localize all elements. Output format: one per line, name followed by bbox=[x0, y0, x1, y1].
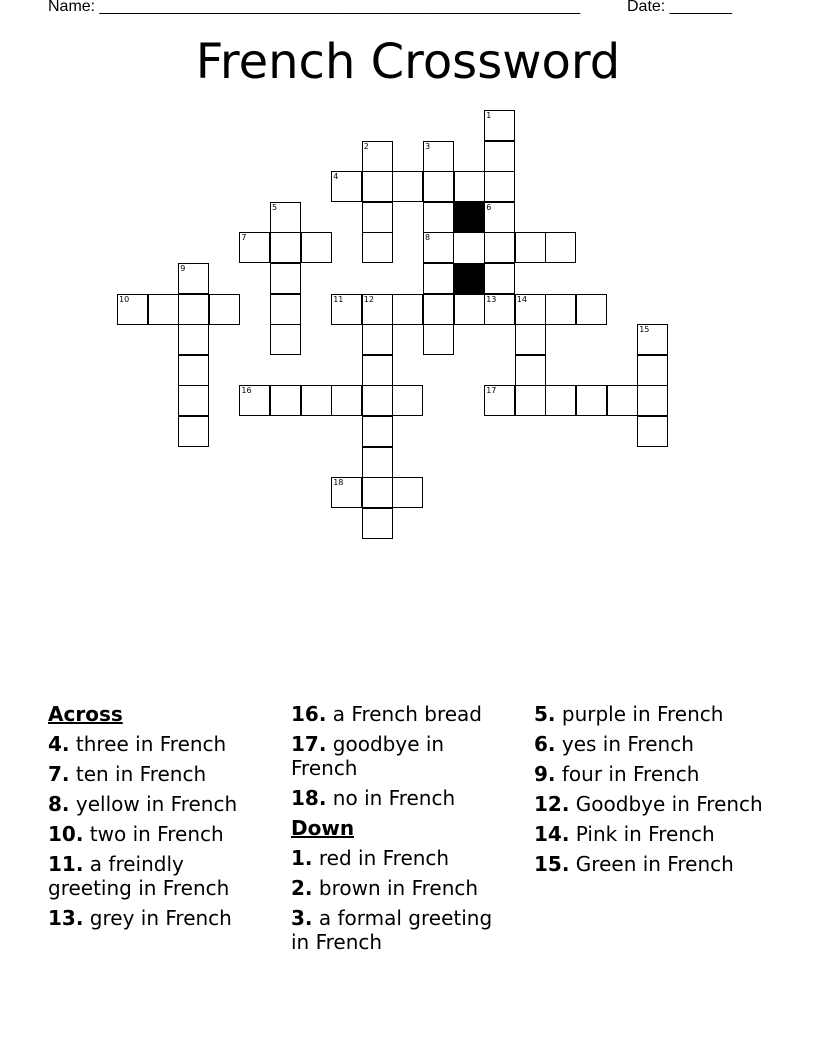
crossword-cell[interactable] bbox=[209, 294, 240, 325]
crossword-cell[interactable] bbox=[362, 447, 393, 478]
clue-across-17: 17. goodbye in French bbox=[291, 732, 445, 780]
crossword-cell[interactable] bbox=[178, 355, 209, 386]
crossword-cell[interactable] bbox=[362, 294, 393, 325]
clue-across-16: 16. a French bread bbox=[291, 702, 482, 726]
crossword-cell[interactable] bbox=[515, 324, 546, 355]
crossword-cell[interactable] bbox=[117, 294, 148, 325]
clue-number: 17 bbox=[486, 386, 497, 396]
clue-column-3 bbox=[534, 702, 769, 882]
crossword-cell[interactable] bbox=[362, 416, 393, 447]
crossword-cell[interactable] bbox=[331, 171, 362, 202]
clue-across-13: 13. grey in French bbox=[48, 906, 232, 930]
crossword-cell[interactable] bbox=[362, 508, 393, 539]
crossword-cell[interactable] bbox=[484, 294, 515, 325]
crossword-cell[interactable] bbox=[423, 263, 454, 294]
clue-across-18: 18. no in French bbox=[291, 786, 456, 810]
crossword-black-cell bbox=[454, 263, 485, 294]
crossword-cell[interactable] bbox=[392, 385, 423, 416]
clue-down-12: 12. Goodbye in French bbox=[534, 792, 763, 816]
crossword-cell[interactable] bbox=[515, 232, 546, 263]
clue-number: 15 bbox=[639, 325, 650, 335]
crossword-cell[interactable] bbox=[637, 385, 668, 416]
date-field-label: Date: _______ bbox=[627, 0, 732, 15]
clue-across-4: 4. three in French bbox=[48, 732, 227, 756]
clue-down-3: 3. a formal greeting in French bbox=[291, 906, 493, 954]
name-field-label: Name: ______________________________________________________ bbox=[48, 0, 581, 15]
down-heading: Down bbox=[291, 816, 355, 840]
crossword-cell[interactable] bbox=[484, 385, 515, 416]
across-heading: Across bbox=[48, 702, 123, 726]
crossword-cell[interactable] bbox=[423, 171, 454, 202]
clue-number: 13 bbox=[486, 294, 497, 304]
crossword-cell[interactable] bbox=[178, 324, 209, 355]
crossword-black-cell bbox=[454, 202, 485, 233]
crossword-cell[interactable] bbox=[362, 477, 393, 508]
clue-down-5: 5. purple in French bbox=[534, 702, 724, 726]
crossword-cell[interactable] bbox=[362, 324, 393, 355]
crossword-cell[interactable] bbox=[239, 232, 270, 263]
crossword-cell[interactable] bbox=[423, 141, 454, 172]
clue-number: 12 bbox=[363, 294, 374, 304]
clue-number: 8 bbox=[425, 233, 431, 243]
clue-number: 5 bbox=[272, 202, 278, 212]
crossword-cell[interactable] bbox=[454, 294, 485, 325]
crossword-cell[interactable] bbox=[545, 385, 576, 416]
clue-across-7: 7. ten in French bbox=[48, 762, 207, 786]
crossword-cell[interactable] bbox=[270, 385, 301, 416]
crossword-cell[interactable] bbox=[484, 110, 515, 141]
clue-across-10: 10. two in French bbox=[48, 822, 224, 846]
clue-down-14: 14. Pink in French bbox=[534, 822, 715, 846]
crossword-cell[interactable] bbox=[270, 294, 301, 325]
crossword-cell[interactable] bbox=[484, 202, 515, 233]
crossword-cell[interactable] bbox=[484, 263, 515, 294]
crossword-cell[interactable] bbox=[392, 171, 423, 202]
crossword-cell[interactable] bbox=[515, 355, 546, 386]
crossword-cell[interactable] bbox=[423, 202, 454, 233]
crossword-cell[interactable] bbox=[545, 232, 576, 263]
crossword-cell[interactable] bbox=[607, 385, 638, 416]
crossword-cell[interactable] bbox=[270, 202, 301, 233]
crossword-cell[interactable] bbox=[362, 355, 393, 386]
crossword-cell[interactable] bbox=[423, 294, 454, 325]
crossword-cell[interactable] bbox=[270, 232, 301, 263]
crossword-cell[interactable] bbox=[637, 416, 668, 447]
clue-number: 7 bbox=[241, 233, 247, 243]
crossword-cell[interactable] bbox=[178, 294, 209, 325]
crossword-cell[interactable] bbox=[423, 232, 454, 263]
crossword-cell[interactable] bbox=[148, 294, 179, 325]
clue-down-15: 15. Green in French bbox=[534, 852, 734, 876]
clue-down-1: 1. red in French bbox=[291, 846, 450, 870]
crossword-cell[interactable] bbox=[392, 294, 423, 325]
clue-number: 4 bbox=[333, 172, 339, 182]
crossword-cell[interactable] bbox=[239, 385, 270, 416]
crossword-cell[interactable] bbox=[362, 171, 393, 202]
crossword-cell[interactable] bbox=[178, 416, 209, 447]
crossword-cell[interactable] bbox=[515, 294, 546, 325]
crossword-cell[interactable] bbox=[270, 324, 301, 355]
clue-column-1 bbox=[48, 702, 273, 936]
crossword-cell[interactable] bbox=[637, 355, 668, 386]
crossword-cell[interactable] bbox=[484, 232, 515, 263]
clue-number: 14 bbox=[516, 294, 527, 304]
crossword-cell[interactable] bbox=[515, 385, 546, 416]
clue-number: 10 bbox=[119, 294, 130, 304]
clue-column-2 bbox=[291, 702, 516, 960]
crossword-cell[interactable] bbox=[362, 232, 393, 263]
clue-number: 9 bbox=[180, 264, 186, 273]
crossword-cell[interactable] bbox=[331, 385, 362, 416]
crossword-cell[interactable] bbox=[301, 385, 332, 416]
crossword-cell[interactable] bbox=[454, 171, 485, 202]
clue-number: 18 bbox=[333, 478, 344, 488]
crossword-cell[interactable] bbox=[545, 294, 576, 325]
crossword-cell[interactable] bbox=[484, 141, 515, 172]
crossword-cell[interactable] bbox=[270, 263, 301, 294]
crossword-cell[interactable] bbox=[178, 385, 209, 416]
clue-down-9: 9. four in French bbox=[534, 762, 700, 786]
clue-number: 3 bbox=[425, 141, 431, 151]
crossword-cell[interactable] bbox=[178, 263, 209, 294]
clue-number: 1 bbox=[486, 111, 492, 120]
crossword-cell[interactable] bbox=[637, 324, 668, 355]
clue-down-6: 6. yes in French bbox=[534, 732, 694, 756]
crossword-cell[interactable] bbox=[576, 385, 607, 416]
crossword-cell[interactable] bbox=[301, 232, 332, 263]
clue-number: 11 bbox=[333, 294, 344, 304]
clue-down-2: 2. brown in French bbox=[291, 876, 479, 900]
crossword-cell[interactable] bbox=[423, 324, 454, 355]
clue-across-8: 8. yellow in French bbox=[48, 792, 238, 816]
clue-number: 16 bbox=[241, 386, 252, 396]
crossword-cell[interactable] bbox=[331, 477, 362, 508]
clue-across-11: 11. a freindly greeting in French bbox=[48, 852, 230, 900]
crossword-cell[interactable] bbox=[331, 294, 362, 325]
crossword-cell[interactable] bbox=[484, 171, 515, 202]
clue-number: 6 bbox=[486, 202, 492, 212]
crossword-cell[interactable] bbox=[362, 202, 393, 233]
crossword-cell[interactable] bbox=[362, 141, 393, 172]
crossword-cell[interactable] bbox=[576, 294, 607, 325]
page-title: French Crossword bbox=[195, 34, 621, 90]
crossword-cell[interactable] bbox=[362, 385, 393, 416]
crossword-cell[interactable] bbox=[392, 477, 423, 508]
clue-number: 2 bbox=[363, 141, 369, 151]
